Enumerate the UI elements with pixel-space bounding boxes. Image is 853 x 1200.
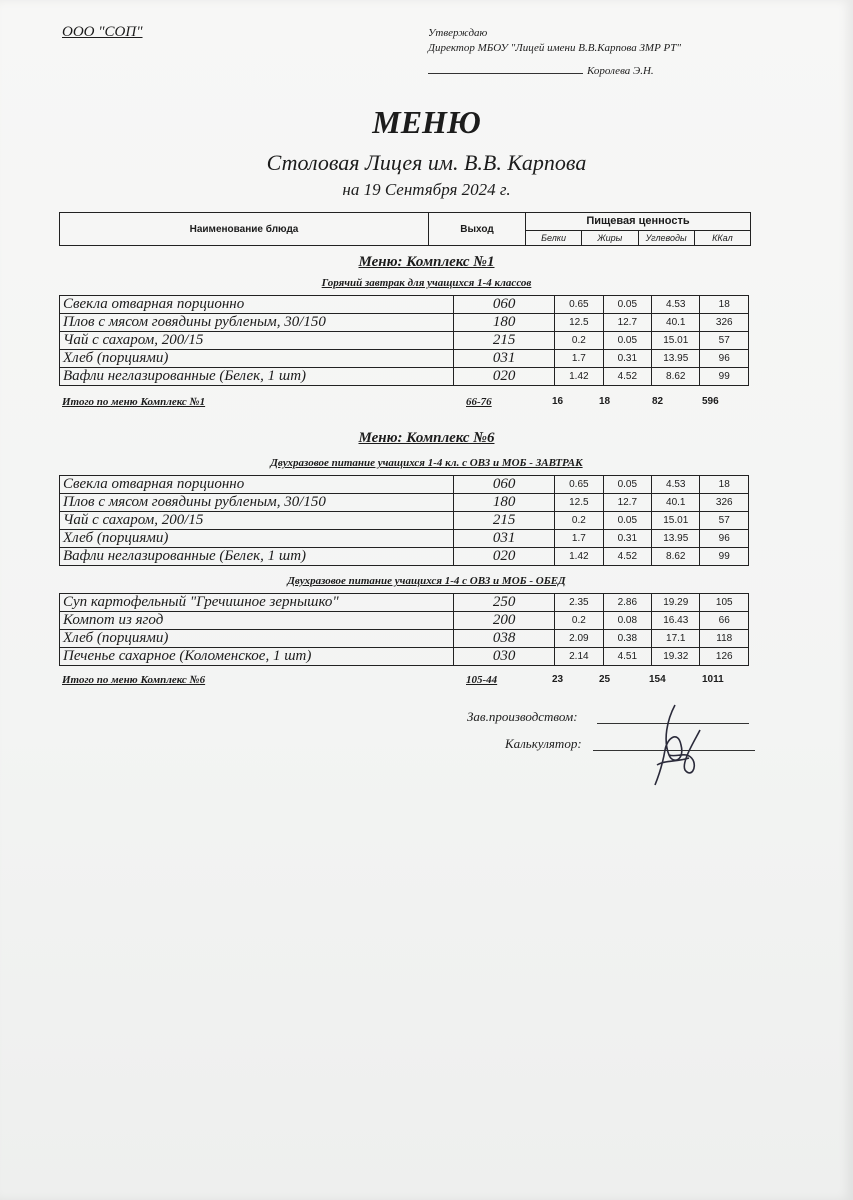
dish-kcal: 105 bbox=[700, 594, 749, 612]
dish-carbs: 19.32 bbox=[652, 648, 700, 666]
total-carbs: 154 bbox=[649, 674, 666, 685]
dish-yield: 060 bbox=[454, 296, 555, 314]
dish-kcal: 18 bbox=[700, 476, 749, 494]
dish-fat: 0.05 bbox=[603, 512, 651, 530]
dish-protein: 0.2 bbox=[555, 512, 603, 530]
table-row bbox=[60, 314, 749, 332]
dish-protein: 0.65 bbox=[555, 476, 603, 494]
dish-name: Вафли неглазированные (Белек, 1 шт) bbox=[60, 548, 454, 566]
total-yield: 105-44 bbox=[466, 674, 498, 686]
dish-carbs: 40.1 bbox=[652, 494, 700, 512]
dish-name: Суп картофельный "Гречишное зернышко" bbox=[60, 594, 454, 612]
dish-carbs: 15.01 bbox=[652, 332, 700, 350]
nutrition-heading: Пищевая ценность bbox=[526, 213, 750, 231]
dish-carbs: 16.43 bbox=[652, 612, 700, 630]
dish-kcal: 126 bbox=[700, 648, 749, 666]
dish-name: Чай с сахаром, 200/15 bbox=[60, 332, 454, 350]
total-fat: 18 bbox=[599, 396, 611, 407]
dish-kcal: 57 bbox=[700, 512, 749, 530]
dish-fat: 0.38 bbox=[603, 630, 651, 648]
column-protein: Белки bbox=[526, 231, 582, 245]
production-head-signature bbox=[467, 709, 578, 725]
dish-protein: 2.14 bbox=[555, 648, 603, 666]
complex1-total bbox=[62, 396, 752, 410]
complex6-lunch-subtitle: Двухразовое питание учащихся 1-4 с ОВЗ и МОБ - ОБЕД bbox=[287, 575, 566, 587]
column-yield: Выход bbox=[429, 213, 526, 245]
production-head-label: Зав.производством: bbox=[467, 709, 578, 724]
approval-block bbox=[428, 26, 698, 79]
dish-fat: 2.86 bbox=[603, 594, 651, 612]
dish-yield: 020 bbox=[454, 368, 555, 386]
dish-fat: 12.7 bbox=[603, 494, 651, 512]
table-row bbox=[60, 548, 749, 566]
approve-label: Утверждаю bbox=[428, 27, 488, 39]
dish-name: Вафли неглазированные (Белек, 1 шт) bbox=[60, 368, 454, 386]
dish-yield: 250 bbox=[454, 594, 555, 612]
dish-name: Хлеб (порциями) bbox=[60, 630, 454, 648]
table-row bbox=[60, 368, 749, 386]
table-row bbox=[60, 476, 749, 494]
column-nutrition bbox=[526, 213, 750, 245]
dish-fat: 0.31 bbox=[603, 530, 651, 548]
complex1-table bbox=[59, 295, 749, 386]
dish-protein: 2.09 bbox=[555, 630, 603, 648]
handwritten-signature-icon bbox=[645, 700, 705, 790]
dish-kcal: 118 bbox=[700, 630, 749, 648]
dish-carbs: 8.62 bbox=[652, 548, 700, 566]
dish-kcal: 57 bbox=[700, 332, 749, 350]
dish-protein: 1.42 bbox=[555, 368, 603, 386]
dish-fat: 0.05 bbox=[603, 296, 651, 314]
dish-protein: 0.2 bbox=[555, 612, 603, 630]
column-carbs: Углеводы bbox=[639, 231, 695, 245]
dish-name: Свекла отварная порционно bbox=[60, 476, 454, 494]
table-row bbox=[60, 630, 749, 648]
dish-name: Компот из ягод bbox=[60, 612, 454, 630]
dish-protein: 2.35 bbox=[555, 594, 603, 612]
dish-fat: 0.05 bbox=[603, 332, 651, 350]
column-dish-name: Наименование блюда bbox=[60, 213, 429, 245]
dish-name: Печенье сахарное (Коломенское, 1 шт) bbox=[60, 648, 454, 666]
dish-protein: 0.2 bbox=[555, 332, 603, 350]
dish-name: Чай с сахаром, 200/15 bbox=[60, 512, 454, 530]
dish-fat: 12.7 bbox=[603, 314, 651, 332]
total-protein: 16 bbox=[552, 396, 564, 407]
dish-name: Хлеб (порциями) bbox=[60, 530, 454, 548]
dish-kcal: 326 bbox=[700, 314, 749, 332]
dish-yield: 031 bbox=[454, 350, 555, 368]
total-protein: 23 bbox=[552, 674, 564, 685]
complex6-lunch-table bbox=[59, 593, 749, 666]
dish-name: Свекла отварная порционно bbox=[60, 296, 454, 314]
dish-fat: 4.52 bbox=[603, 548, 651, 566]
dish-yield: 180 bbox=[454, 494, 555, 512]
dish-yield: 031 bbox=[454, 530, 555, 548]
dish-protein: 12.5 bbox=[555, 314, 603, 332]
total-carbs: 82 bbox=[652, 396, 664, 407]
dish-carbs: 4.53 bbox=[652, 476, 700, 494]
total-label: Итого по меню Комплекс №1 bbox=[62, 396, 206, 408]
dish-carbs: 4.53 bbox=[652, 296, 700, 314]
dish-yield: 200 bbox=[454, 612, 555, 630]
dish-fat: 0.08 bbox=[603, 612, 651, 630]
dish-protein: 1.42 bbox=[555, 548, 603, 566]
dish-name: Плов с мясом говядины рубленым, 30/150 bbox=[60, 494, 454, 512]
total-kcal: 596 bbox=[702, 396, 719, 407]
table-row bbox=[60, 512, 749, 530]
dish-carbs: 13.95 bbox=[652, 530, 700, 548]
calculator-signature bbox=[505, 736, 582, 752]
dish-carbs: 13.95 bbox=[652, 350, 700, 368]
complex6-total bbox=[62, 674, 752, 688]
table-row bbox=[60, 612, 749, 630]
dish-yield: 215 bbox=[454, 332, 555, 350]
total-label: Итого по меню Комплекс №6 bbox=[62, 674, 206, 686]
table-row bbox=[60, 494, 749, 512]
dish-protein: 12.5 bbox=[555, 494, 603, 512]
dish-name: Плов с мясом говядины рубленым, 30/150 bbox=[60, 314, 454, 332]
dish-yield: 215 bbox=[454, 512, 555, 530]
dish-carbs: 40.1 bbox=[652, 314, 700, 332]
dish-yield: 060 bbox=[454, 476, 555, 494]
dish-protein: 0.65 bbox=[555, 296, 603, 314]
table-row bbox=[60, 332, 749, 350]
dish-carbs: 15.01 bbox=[652, 512, 700, 530]
complex6-title: Меню: Комплекс №6 bbox=[358, 430, 495, 446]
column-fat: Жиры bbox=[582, 231, 638, 245]
table-row bbox=[60, 648, 749, 666]
total-yield: 66-76 bbox=[466, 396, 492, 408]
dish-protein: 1.7 bbox=[555, 530, 603, 548]
dish-fat: 0.05 bbox=[603, 476, 651, 494]
table-row bbox=[60, 530, 749, 548]
dish-protein: 1.7 bbox=[555, 350, 603, 368]
dish-yield: 020 bbox=[454, 548, 555, 566]
dish-carbs: 19.29 bbox=[652, 594, 700, 612]
table-row bbox=[60, 594, 749, 612]
total-fat: 25 bbox=[599, 674, 611, 685]
dish-kcal: 96 bbox=[700, 350, 749, 368]
dish-yield: 180 bbox=[454, 314, 555, 332]
dish-carbs: 8.62 bbox=[652, 368, 700, 386]
dish-fat: 0.31 bbox=[603, 350, 651, 368]
dish-kcal: 66 bbox=[700, 612, 749, 630]
approve-name: Королева Э.Н. bbox=[587, 65, 654, 77]
dish-kcal: 99 bbox=[700, 368, 749, 386]
complex6-breakfast-subtitle: Двухразовое питание учащихся 1-4 кл. с ОВЗ и МОБ - ЗАВТРАК bbox=[270, 457, 583, 469]
dish-fat: 4.52 bbox=[603, 368, 651, 386]
table-header bbox=[59, 212, 751, 246]
complex6-breakfast-table bbox=[59, 475, 749, 566]
total-kcal: 1011 bbox=[702, 674, 724, 685]
dish-kcal: 99 bbox=[700, 548, 749, 566]
approve-signature-line bbox=[428, 64, 698, 79]
dish-yield: 030 bbox=[454, 648, 555, 666]
organization-name: ООО "СОП" bbox=[62, 24, 143, 40]
table-row bbox=[60, 350, 749, 368]
complex1-title: Меню: Комплекс №1 bbox=[358, 254, 495, 270]
complex1-subtitle: Горячий завтрак для учащихся 1-4 классов bbox=[321, 277, 532, 289]
dish-yield: 038 bbox=[454, 630, 555, 648]
table-row bbox=[60, 296, 749, 314]
dish-kcal: 326 bbox=[700, 494, 749, 512]
page-title: МЕНЮ bbox=[372, 104, 481, 140]
dish-kcal: 18 bbox=[700, 296, 749, 314]
calculator-label: Калькулятор: bbox=[505, 736, 582, 751]
dish-kcal: 96 bbox=[700, 530, 749, 548]
menu-date: на 19 Сентября 2024 г. bbox=[342, 180, 511, 199]
approve-position: Директор МБОУ "Лицей имени В.В.Карпова ЗМР РТ" bbox=[428, 42, 681, 54]
dish-fat: 4.51 bbox=[603, 648, 651, 666]
dish-name: Хлеб (порциями) bbox=[60, 350, 454, 368]
canteen-name: Столовая Лицея им. В.В. Карпова bbox=[266, 150, 587, 175]
dish-carbs: 17.1 bbox=[652, 630, 700, 648]
column-kcal: ККал bbox=[712, 233, 733, 243]
signature-line bbox=[428, 73, 583, 74]
